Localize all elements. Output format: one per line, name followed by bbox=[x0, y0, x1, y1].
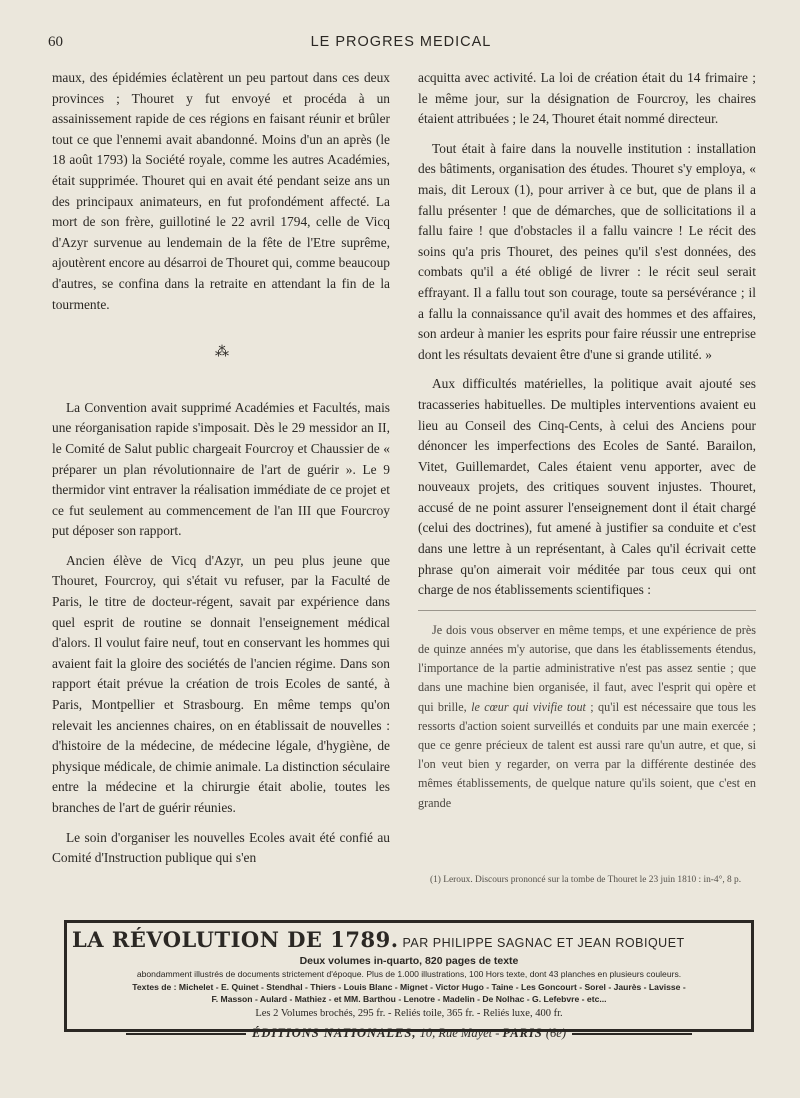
paragraph: Le soin d'organiser les nouvelles Ecoles avait été confié au Comité d'Instruction publique qui s'en bbox=[52, 829, 390, 866]
paragraph: acquitta avec activité. La loi de création était du 14 frimaire ; le même jour, sur la désignation de Fourcroy, les chaires étaient attribuées ; le 24, Thouret était nommé directeur. bbox=[418, 70, 756, 127]
publisher-line bbox=[64, 1026, 754, 1044]
ad-line: Deux volumes in-quarto, 820 pages de texte bbox=[299, 955, 519, 967]
book-advertisement bbox=[64, 920, 754, 1032]
publisher-name: ÉDITIONS NATIONALES, bbox=[251, 1026, 417, 1040]
book-title: LA RÉVOLUTION DE 1789. bbox=[72, 927, 399, 952]
quote-part: ; qu'il est nécessaire que tous les ressorts d'action soient surveillés et conduits par une main exercée ; que ce genre précieux de talent est aussi rare qu'un autre, et que, si l'on veut bien y regarder, on verra par la différente destinée des mêmes établissements, de quelque nature qu'ils soient, que c'est en grande bbox=[418, 699, 757, 810]
quote-italic: le cœur qui vivifie tout bbox=[471, 699, 586, 714]
right-column bbox=[418, 68, 756, 813]
block-quote bbox=[418, 610, 756, 813]
quote-part: Je dois vous observer en même temps, et une expérience de près de quinze années m'y autorise, que dans les établissements étendus, l'importance de la partie administrative n'est pas assez sentie ; que dans une machine bien organisée, il faut, avec l'esprit qui opère et qui brille, bbox=[418, 622, 756, 714]
publisher-arrondissement: (6e) bbox=[542, 1026, 566, 1040]
book-authors: PAR PHILIPPE SAGNAC ET JEAN ROBIQUET bbox=[398, 936, 685, 950]
rule bbox=[572, 1033, 692, 1035]
page-header bbox=[48, 34, 754, 54]
frame-bar bbox=[64, 923, 67, 1029]
ad-title bbox=[72, 927, 685, 952]
paragraph: La Convention avait supprimé Académies et Facultés, mais une réorganisation rapide s'imposait. Dès le 29 messidor an II, le Comité de Salut public chargeait Fourcroy et Chaussier de « préparer un plan révolutionnaire de l'art de guérir ». Le 9 thermidor vint entraver la réalisation immédiate de ce projet et ce fut seulement au commencement de l'an III que Fourcroy put déposer son rapport. bbox=[52, 399, 390, 539]
left-column bbox=[52, 68, 390, 878]
footnote: (1) Leroux. Discours prononcé sur la tombe de Thouret le 23 juin 1810 : in-4°, 8 p. bbox=[430, 875, 742, 885]
ad-prices: Les 2 Volumes brochés, 295 fr. - Reliés toile, 365 fr. - Reliés luxe, 400 fr. bbox=[255, 1008, 563, 1019]
asterism-ornament: ⁂ bbox=[215, 345, 227, 361]
rule bbox=[126, 1033, 246, 1035]
page-number: 60 bbox=[48, 34, 63, 50]
paragraph: Tout était à faire dans la nouvelle institution : installation des bâtiments, organisation des études. Thouret s'y employa, « mais, dit Leroux (1), pour arriver à ce but, que de plans il a fallu présenter ! que de démarches, que de sollicitations il a fallu faire ! que d'obstacles il a fallu vaincre ! Le récit des soins qu'a pris Thouret, des peines qu'il s'est données, des combats qu'il a été obligé de livrer : le récit seul serait effrayant. Il a fallu tout son courage, toute sa persévérance ; il a fallu la connaissance qu'il avait des hommes et des affaires, son ardeur à manier les esprits pour faire réussir une entreprise dont les résultats devaient être d'une si grande utilité. » bbox=[418, 140, 756, 362]
paragraph: Aux difficultés matérielles, la politique avait ajouté ses tracasseries habituelles. De multiples interventions avaient eu lieu au Conseil des Cinq-Cents, à celui des Anciens pour dénoncer les imperfections des Ecoles de Santé. Barailon, Vitet, Guillemardet, Cales étaient venu apporter, avec de nouveaux projets, des critiques souvent injustes. Thouret, accusé de ne point assurer l'enseignement dont il était chargé (celui des doctrines), fut amené à justifier sa conduite et c'est dans une lettre à un représentant, à Cales qu'il écrivait cette phrase qu'on aimerait voir méditée par tous ceux qui ont charge de nos établissements scientifiques : bbox=[418, 376, 756, 598]
ad-line: Textes de : Michelet - E. Quinet - Stendhal - Thiers - Louis Blanc - Mignet - Victor Hugo - Taine - Les Goncourt - Sorel - Jaurès - Lavisse - bbox=[132, 982, 686, 992]
paragraph: Ancien élève de Vicq d'Azyr, un peu plus jeune que Thouret, Fourcroy, qui s'était vu refuser, par la Faculté de Paris, le titre de docteur-régent, savait par expérience dans quel esprit de routine se donnait l'enseignement médical d'alors. Il voulut faire neuf, tout en conservant les hommes qui avaient fait la gloire des sociétés de l'ancien régime. Dans son rapport était prévue la création de trois Ecoles de santé, à Paris, Montpellier et Strasbourg. En même temps qu'on relevait les anciennes chaires, on en établissait de nouvelles : d'histoire de la médecine, de médecine légale, d'hygiène, de physique médicale, de chimie animale. La distinction séculaire entre la médecine et la chirurgie était abolie, toutes les branches de l'art de guérir réunies. bbox=[52, 552, 390, 815]
running-title: LE PROGRES MEDICAL bbox=[310, 34, 492, 50]
ad-line: F. Masson - Aulard - Mathiez - et MM. Barthou - Lenotre - Madelin - De Nolhac - G. Lefebvre - etc... bbox=[211, 994, 607, 1004]
ad-line: abondamment illustrés de documents strictement d'époque. Plus de 1.000 illustrations, 100 Hors texte, dont 43 planches en plusieurs couleurs. bbox=[136, 969, 682, 979]
publisher-city: PARIS bbox=[502, 1026, 543, 1040]
publisher-address: 10, Rue Mayet - bbox=[416, 1026, 503, 1040]
paragraph: maux, des épidémies éclatèrent un peu partout dans ces deux provinces ; Thouret y fut envoyé et procéda à un assainissement rapide de ces régions en faisant réunir et brûler tout ce que l'ennemi avait abandonné. Moins d'un an après (le 18 août 1793) la Société royale, comme les autres Académies, était supprimée. Thouret qui en avait été pendant seize ans un des principaux animateurs, en fut profondément affecté. La mort de son frère, guillotiné le 22 avril 1794, celle de Vicq d'Azyr survenue au lendemain de la fête de l'Etre suprême, ajoutèrent encore au désarroi de Thouret qui, comme beaucoup d'autres, se confina dans la retraite en attendant la fin de la tourmente. bbox=[52, 70, 390, 312]
quote-text bbox=[418, 621, 756, 813]
frame-bar bbox=[751, 923, 754, 1029]
